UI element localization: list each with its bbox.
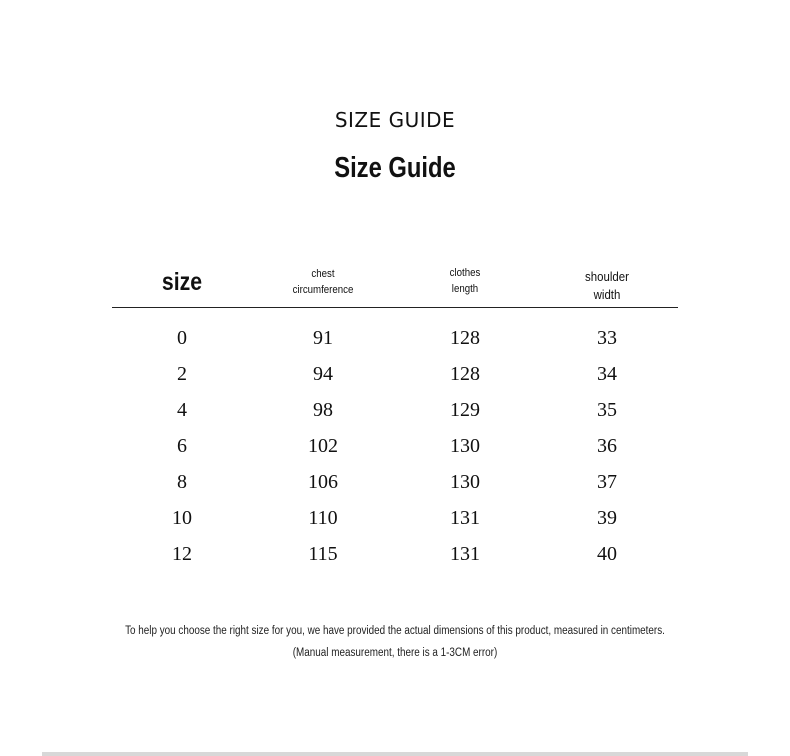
cell-size: 4 [177, 399, 187, 421]
table-row [0, 356, 790, 392]
column-header-chest [270, 266, 376, 298]
cell-size: 0 [177, 327, 187, 349]
cell-size: 8 [177, 471, 187, 493]
cell-chest: 102 [308, 435, 338, 457]
size-guide-title-caps: SIZE GUIDE [334, 108, 456, 132]
cell-chest: 98 [313, 399, 333, 421]
cell-shoulder: 40 [597, 543, 617, 565]
cell-shoulder: 34 [597, 363, 617, 385]
table-row [0, 428, 790, 464]
cell-shoulder: 33 [597, 327, 617, 349]
cell-chest: 115 [308, 543, 338, 565]
cell-shoulder: 36 [597, 435, 617, 457]
cell-chest: 106 [308, 471, 338, 493]
column-header-chest-line1: chest [311, 268, 335, 280]
header-divider [112, 307, 678, 308]
column-header-shoulder [554, 268, 660, 304]
cell-shoulder: 39 [597, 507, 617, 529]
cell-length: 131 [450, 507, 480, 529]
column-header-length-line1: clothes [449, 267, 481, 279]
cell-length: 128 [450, 363, 480, 385]
table-row [0, 320, 790, 356]
column-header-chest-line2: circumference [292, 284, 354, 296]
cell-size: 10 [172, 507, 192, 529]
cell-size: 6 [177, 435, 187, 457]
column-header-length [412, 265, 518, 297]
cell-shoulder: 37 [597, 471, 617, 493]
bottom-divider [42, 752, 748, 756]
column-header-size: size [161, 268, 203, 296]
column-header-shoulder-line2: width [593, 287, 621, 302]
column-header-length-line2: length [451, 283, 479, 295]
cell-length: 129 [450, 399, 480, 421]
table-row [0, 536, 790, 572]
size-guide-title: Size Guide [334, 152, 456, 184]
measurement-note: To help you choose the right size for you, we have provided the actual dimensions of this product, measured in centimeters. [125, 625, 665, 637]
cell-chest: 110 [308, 507, 338, 529]
cell-chest: 91 [313, 327, 333, 349]
cell-length: 131 [450, 543, 480, 565]
cell-length: 130 [450, 471, 480, 493]
table-row [0, 392, 790, 428]
cell-length: 130 [450, 435, 480, 457]
table-row [0, 500, 790, 536]
cell-size: 2 [177, 363, 187, 385]
cell-chest: 94 [313, 363, 333, 385]
cell-shoulder: 35 [597, 399, 617, 421]
column-header-shoulder-line1: shoulder [585, 269, 629, 284]
error-note: (Manual measurement, there is a 1-3CM error) [292, 647, 498, 659]
cell-size: 12 [172, 543, 192, 565]
cell-length: 128 [450, 327, 480, 349]
table-row [0, 464, 790, 500]
